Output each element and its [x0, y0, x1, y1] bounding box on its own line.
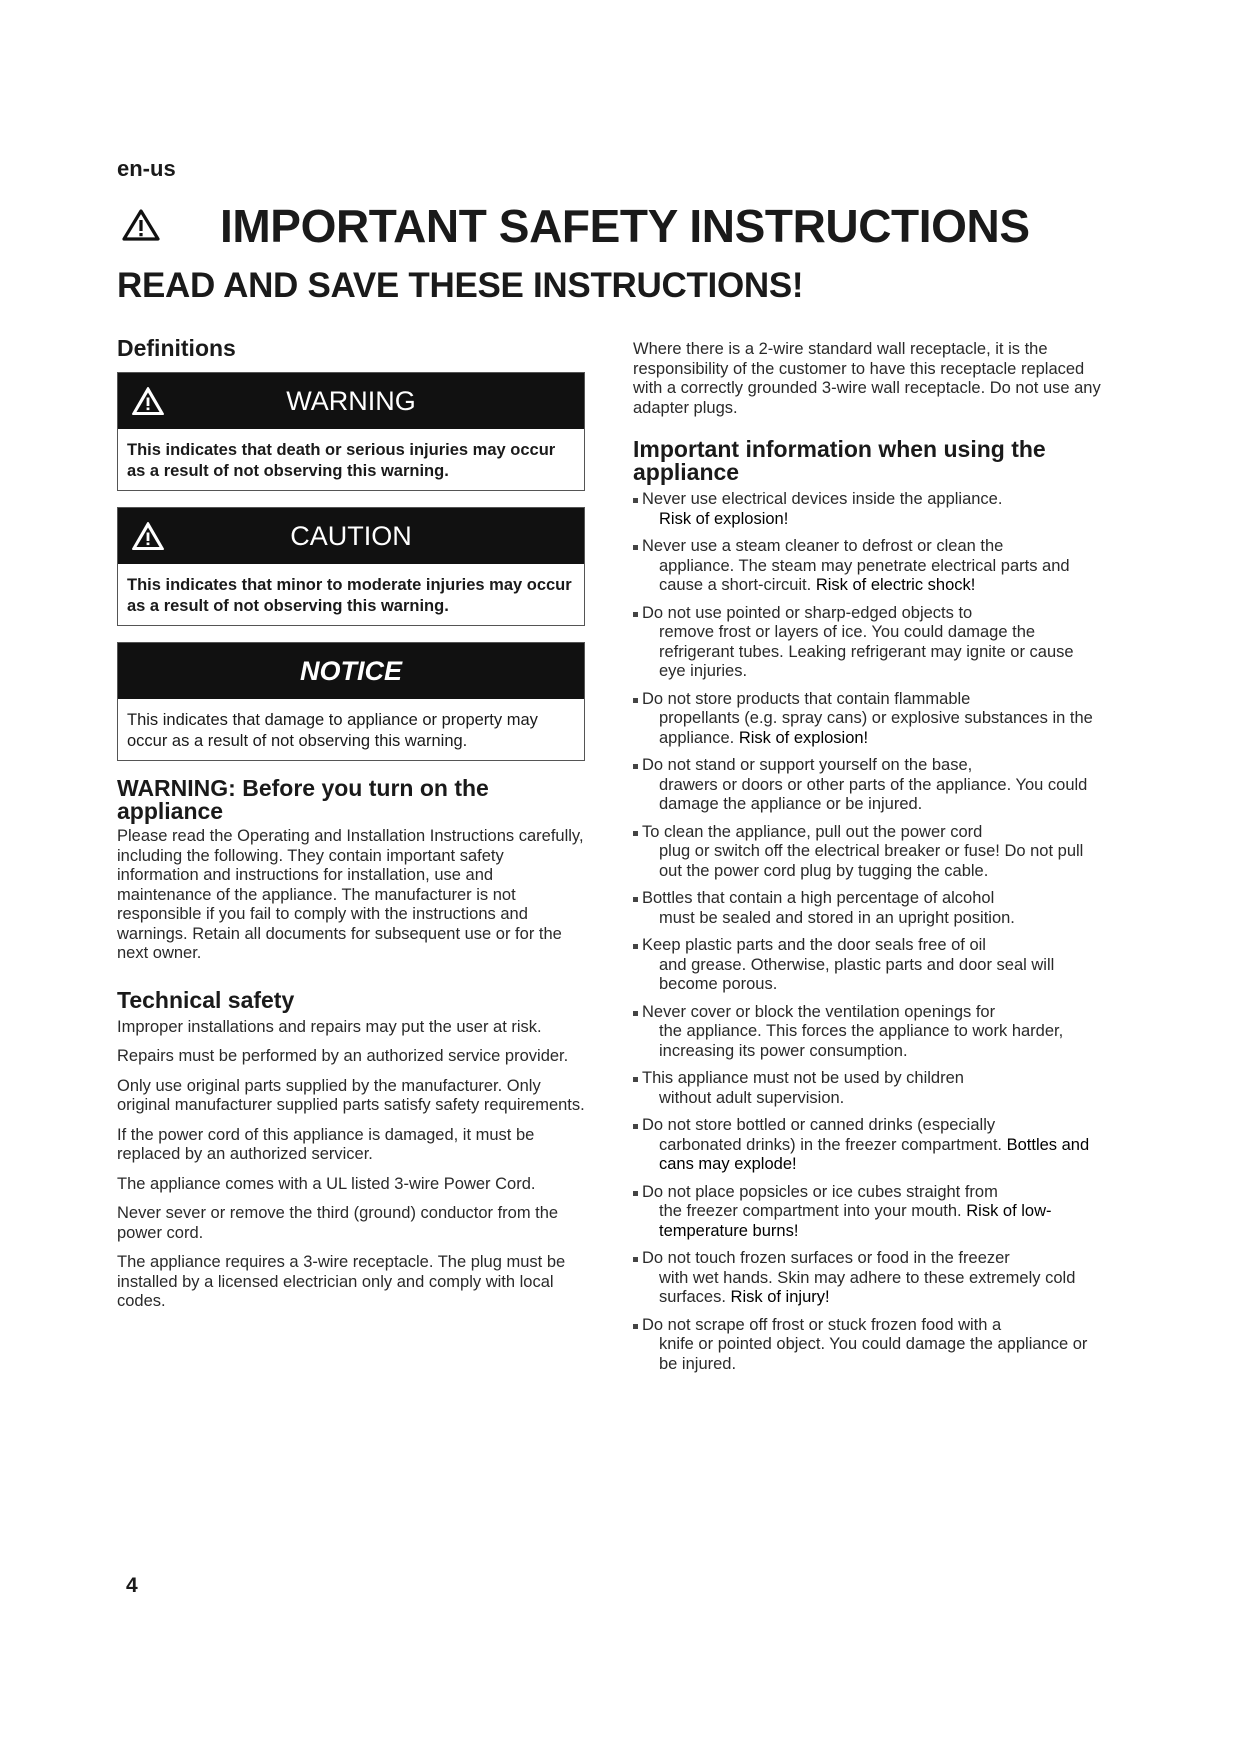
risk-note: Risk of electric shock!: [815, 576, 976, 594]
list-item-text: Do not use pointed or sharp-edged objects to: [642, 603, 973, 622]
list-item: [633, 1003, 1103, 1062]
caution-box: [117, 507, 585, 626]
page-number: 4: [126, 1574, 138, 1597]
list-item-continuation-text: knife or pointed object. You could damage the appliance or be injured.: [659, 1335, 1088, 1373]
list-item: [633, 756, 1103, 815]
before-use-text: Please read the Operating and Installation Instructions carefully, including the following. They contain important safety information and instructions for installation, use and maintenance of the appliance. The manufacturer is not responsible if you fail to comply with the instructions and warnings. Retain all documents for subsequent use or for the next owner.: [117, 827, 584, 962]
square-bullet-icon: [633, 1324, 638, 1329]
technical-safety-heading: Technical safety: [117, 986, 295, 1013]
before-use-heading: WARNING: Before you turn on the appliance: [117, 775, 489, 824]
square-bullet-icon: [633, 1191, 638, 1196]
list-item-text: Do not place popsicles or ice cubes straight from: [642, 1182, 998, 1201]
list-item-continuation-text: and grease. Otherwise, plastic parts and door seal will become porous.: [659, 955, 1055, 993]
right-column: [633, 340, 1103, 1382]
square-bullet-icon: [633, 1077, 638, 1082]
list-item-continuation-text: remove frost or layers of ice. You could damage the refrigerant tubes. Leaking refrigerant may ignite or cause eye injuries.: [659, 623, 1074, 680]
list-item-text: Never cover or block the ventilation openings for: [642, 1002, 996, 1021]
list-item-text: Do not scrape off frost or stuck frozen food with a: [642, 1315, 1002, 1334]
tech-paragraph: The appliance requires a 3-wire receptacle. The plug must be installed by a licensed electrician only and comply with local codes.: [117, 1253, 566, 1310]
list-item: [633, 490, 1103, 529]
square-bullet-icon: [633, 698, 638, 703]
list-item-text: Do not store products that contain flammable: [642, 689, 971, 708]
list-item-continuation: [642, 842, 1103, 881]
tech-paragraph: The appliance comes with a UL listed 3-wire Power Cord.: [117, 1174, 536, 1193]
list-item-continuation-text: without adult supervision.: [659, 1088, 845, 1107]
square-bullet-icon: [633, 831, 638, 836]
list-item-continuation-text: must be sealed and stored in an upright position.: [659, 908, 1015, 927]
caution-text: This indicates that minor to moderate injuries may occur as a result of not observing this warning.: [127, 576, 572, 615]
list-item-continuation: [642, 909, 1103, 929]
list-item: [633, 823, 1103, 882]
warning-text: This indicates that death or serious injuries may occur as a result of not observing this warning.: [127, 441, 556, 480]
list-item: [633, 1069, 1103, 1108]
risk-note: Risk of explosion!: [659, 509, 789, 528]
page-subtitle: READ AND SAVE THESE INSTRUCTIONS!: [117, 266, 804, 305]
risk-note: Risk of injury!: [730, 1288, 830, 1306]
list-item-text: To clean the appliance, pull out the power cord: [642, 822, 983, 841]
list-item-text: Bottles that contain a high percentage of alcohol: [642, 889, 995, 907]
list-item-continuation: [642, 709, 1103, 748]
receptacle-intro-text: Where there is a 2-wire standard wall receptacle, it is the responsibility of the customer to have this receptacle replaced with a correctly grounded 3-wire wall receptacle. Do not use any adapter plugs.: [633, 340, 1101, 417]
safety-list: [633, 490, 1103, 1374]
list-item-text: Do not store bottled or canned drinks (especially: [642, 1116, 996, 1134]
list-item-continuation-text: drawers or doors or other parts of the appliance. You could damage the appliance or be injured.: [659, 775, 1088, 813]
list-item: [633, 1316, 1103, 1375]
caution-label: CAUTION: [290, 521, 412, 551]
warning-bar: [118, 373, 584, 429]
square-bullet-icon: [633, 764, 638, 769]
list-item-continuation: [642, 1089, 1103, 1109]
page-title: [117, 198, 1117, 258]
notice-label: NOTICE: [299, 656, 402, 686]
risk-note: Risk of explosion!: [738, 728, 869, 747]
list-item-continuation: [642, 1202, 1103, 1241]
square-bullet-icon: [633, 1257, 638, 1262]
definitions-heading: Definitions: [117, 335, 236, 361]
list-item-continuation-text: plug or switch off the electrical breaker or fuse! Do not pull out the power cord plug by tugging the cable.: [659, 842, 1084, 880]
tech-paragraph: Improper installations and repairs may put the user at risk.: [117, 1017, 542, 1036]
risk-note: Bottles and cans may explode!: [659, 1135, 1090, 1173]
list-item-continuation: [642, 1022, 1103, 1061]
list-item-continuation: [642, 1269, 1103, 1308]
list-item-text: Keep plastic parts and the door seals free of oil: [642, 936, 986, 954]
list-item-continuation-text: with wet hands. Skin may adhere to these extremely cold surfaces.: [659, 1268, 1076, 1306]
tech-paragraph: Never sever or remove the third (ground) conductor from the power cord.: [117, 1204, 559, 1242]
list-item-continuation-text: the freezer compartment into your mouth.: [659, 1202, 962, 1220]
list-item-continuation-text: propellants (e.g. spray cans) or explosive substances in the appliance.: [659, 709, 1093, 747]
list-item: [633, 1116, 1103, 1175]
list-item: [633, 936, 1103, 995]
list-item-continuation-text: carbonated drinks) in the freezer compartment.: [659, 1135, 1002, 1154]
list-item-continuation-text: appliance. The steam may penetrate electrical parts and cause a short-circuit.: [659, 556, 1070, 594]
list-item-continuation: [642, 956, 1103, 995]
square-bullet-icon: [633, 944, 638, 949]
list-item: [633, 537, 1103, 596]
list-item-continuation: [642, 1335, 1103, 1374]
page-title-text: IMPORTANT SAFETY INSTRUCTIONS: [220, 200, 1030, 252]
square-bullet-icon: [633, 1124, 638, 1129]
left-column: [117, 336, 585, 1322]
list-item-text: Never use electrical devices inside the appliance.: [642, 490, 1003, 508]
notice-text: This indicates that damage to appliance or property may occur as a result of not observing this warning.: [127, 711, 538, 750]
locale-label: en-us: [117, 156, 176, 181]
list-item-continuation: [642, 1136, 1103, 1175]
warning-label: WARNING: [286, 386, 416, 416]
tech-paragraph: Repairs must be performed by an authorized service provider.: [117, 1047, 569, 1065]
list-item-continuation: [642, 776, 1103, 815]
list-item-text: Do not stand or support yourself on the base,: [642, 756, 973, 774]
list-item: [633, 690, 1103, 749]
list-item: [633, 1183, 1103, 1242]
square-bullet-icon: [633, 1011, 638, 1016]
tech-paragraph: If the power cord of this appliance is damaged, it must be replaced by an authorized servicer.: [117, 1125, 535, 1163]
list-item-text: Never use a steam cleaner to defrost or clean the: [642, 537, 1004, 555]
caution-bar: [118, 508, 584, 564]
list-item: [633, 604, 1103, 682]
list-item-text: Do not touch frozen surfaces or food in the freezer: [642, 1249, 1010, 1267]
list-item: [633, 889, 1103, 928]
list-item-continuation: [642, 510, 1103, 530]
list-item-continuation: [642, 557, 1103, 596]
notice-box: [117, 642, 585, 761]
notice-bar: [118, 643, 584, 699]
list-item-continuation: [642, 623, 1103, 682]
warning-box: [117, 372, 585, 491]
list-item: [633, 1249, 1103, 1308]
risk-note: Risk of low-temperature burns!: [659, 1202, 1052, 1240]
tech-paragraph: Only use original parts supplied by the manufacturer. Only original manufacturer supplied parts satisfy safety requirements.: [117, 1076, 585, 1114]
warning-triangle-icon: [121, 208, 161, 242]
square-bullet-icon: [633, 612, 638, 617]
list-item-text: This appliance must not be used by children: [642, 1069, 964, 1087]
square-bullet-icon: [633, 897, 638, 902]
square-bullet-icon: [633, 545, 638, 550]
square-bullet-icon: [633, 498, 638, 503]
list-item-continuation-text: the appliance. This forces the appliance to work harder, increasing its power consumption.: [659, 1022, 1064, 1060]
important-info-heading: Important information when using the appliance: [633, 436, 1046, 485]
